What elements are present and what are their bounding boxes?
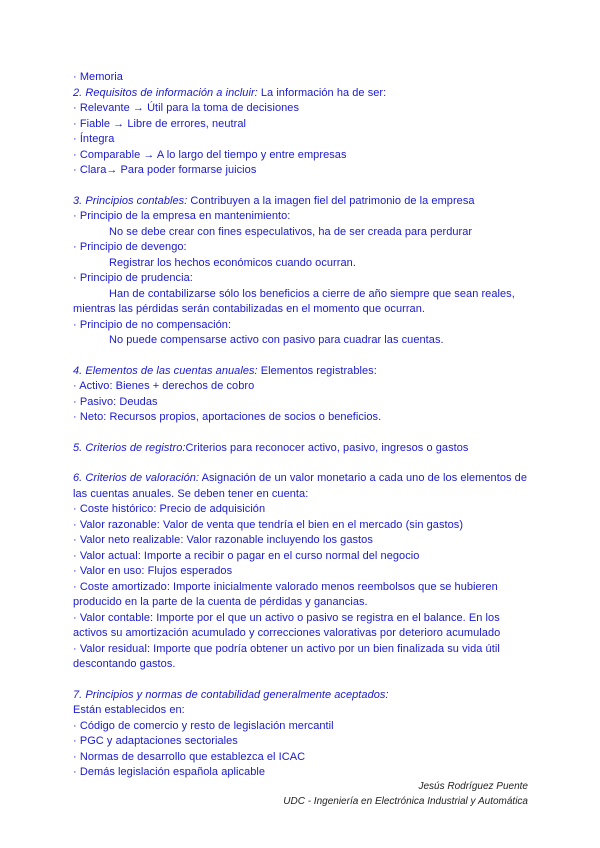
list-item: · Valor actual: Importe a recibir o pagar en el curso normal del negocio	[73, 549, 420, 562]
section-intro: La información ha de ser:	[257, 86, 387, 99]
section-intro: Contribuyen a la imagen fiel del patrimonio de la empresa	[187, 194, 475, 207]
memoria-item: · Memoria	[73, 71, 123, 83]
list-item: · Normas de desarrollo que establezca el ICAC	[73, 750, 306, 763]
footer-author: Jesús Rodríguez Puente	[418, 781, 528, 792]
section-heading: 3. Principios contables:	[73, 194, 188, 207]
section-intro: Elementos registrables:	[257, 364, 377, 377]
principle-title: · Principio de no compensación:	[73, 318, 232, 331]
list-item: · Fiable → Libre de errores, neutral	[73, 117, 246, 130]
principle-title: · Principio de devengo:	[73, 241, 187, 253]
principle-title: · Principio de la empresa en mantenimiento:	[73, 210, 291, 222]
section-elementos	[73, 364, 540, 426]
list-item: · Clara→ Para poder formarse juicios	[73, 164, 257, 176]
section-heading-line	[73, 86, 540, 102]
section-heading-line	[73, 194, 540, 210]
list-item: · Valor contable: Importe por el que un activo o pasivo se registra en el balance. En los	[73, 611, 500, 624]
principle-description: No puede compensarse activo con pasivo para cuadrar las cuentas.	[109, 334, 444, 346]
section-intro: Criterios para reconocer activo, pasivo, ingresos o gastos	[185, 441, 469, 454]
list-item: · Íntegra	[73, 133, 115, 145]
section-registro	[73, 441, 540, 457]
principle-title: · Principio de prudencia:	[73, 272, 193, 284]
principle-description: Han de contabilizarse sólo los beneficios a cierre de año siempre que sean reales,	[109, 287, 515, 300]
section-intro: Asignación de un valor monetario a cada uno de los elementos de	[199, 472, 527, 484]
list-item: · Comparable → A lo largo del tiempo y entre empresas	[73, 148, 347, 161]
list-item: · Valor en uso: Flujos esperados	[73, 565, 233, 577]
section-intro-continued: las cuentas anuales. Se deben tener en cuenta:	[73, 487, 309, 500]
footer-affiliation: UDC - Ingeniería en Electrónica Industrial y Automática	[283, 795, 528, 807]
section-heading-line	[73, 441, 540, 457]
list-item: · PGC y adaptaciones sectoriales	[73, 735, 238, 747]
section-principios	[73, 194, 540, 349]
list-item: · Código de comercio y resto de legislación mercantil	[73, 719, 334, 732]
section-heading: 5. Criterios de registro:	[73, 441, 186, 454]
list-item: · Pasivo: Deudas	[73, 395, 158, 408]
principle-description-continued: mientras las pérdidas serán contabilizadas en el momento que ocurran.	[73, 303, 425, 315]
list-item-continued: descontando gastos.	[73, 658, 176, 670]
list-item-continued: producido en la parte de la cuenta de pérdidas y ganancias.	[73, 596, 368, 608]
list-item-continued: activos su amortización acumulado y correcciones valorativas por deterioro acumulado	[73, 627, 501, 639]
section-heading-line	[73, 471, 540, 487]
list-item: · Valor razonable: Valor de venta que tendría el bien en el mercado (sin gastos)	[73, 518, 464, 531]
list-item: · Valor neto realizable: Valor razonable incluyendo los gastos	[73, 534, 373, 546]
list-item: · Coste amortizado: Importe inicialmente valorado menos reembolsos que se hubieren	[73, 580, 498, 593]
list-item: · Activo: Bienes + derechos de cobro	[73, 380, 255, 392]
section-intro: Están establecidos en:	[73, 704, 185, 716]
section-heading: 6. Criterios de valoración:	[73, 472, 200, 484]
list-item: · Coste histórico: Precio de adquisición	[73, 503, 266, 515]
section-principios-normas	[73, 688, 540, 781]
section-heading-line	[73, 364, 540, 380]
section-heading: 4. Elementos de las cuentas anuales:	[73, 364, 258, 377]
page-footer	[283, 780, 528, 809]
section-heading: 7. Principios y normas de contabilidad generalmente aceptados:	[73, 688, 389, 701]
memoria-item-section	[73, 70, 540, 86]
list-item: · Valor residual: Importe que podría obtener un activo por un bien finalizada su vida útil	[73, 642, 500, 655]
principle-description: Registrar los hechos económicos cuando ocurran.	[109, 256, 356, 269]
list-item: · Demás legislación española aplicable	[73, 766, 266, 778]
section-valoracion	[73, 471, 540, 673]
list-item: · Neto: Recursos propios, aportaciones de socios o beneficios.	[73, 411, 382, 423]
section-heading: 2. Requisitos de información a incluir:	[73, 86, 258, 99]
section-requisitos	[73, 86, 540, 179]
principle-description: No se debe crear con fines especulativos, ha de ser creada para perdurar	[109, 225, 473, 238]
list-item: · Relevante → Útil para la toma de decisiones	[73, 102, 300, 114]
